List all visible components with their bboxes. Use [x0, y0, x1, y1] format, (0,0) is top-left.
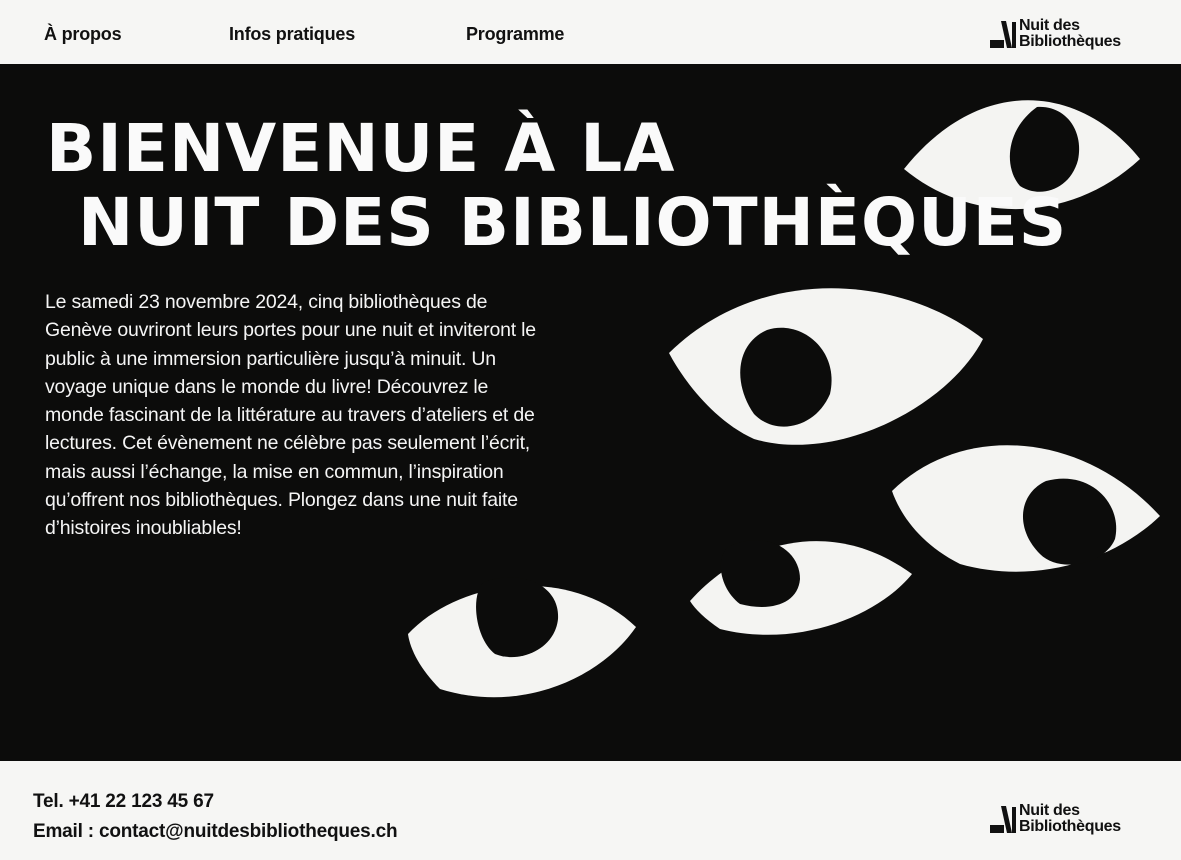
footer-logo[interactable] [990, 803, 1121, 835]
footer [0, 761, 1181, 860]
nav-link-programme[interactable]: Programme [466, 24, 565, 44]
logo-wordmark [1019, 18, 1121, 50]
nav-link-a-propos[interactable]: À propos [44, 24, 122, 44]
eye-icon [892, 445, 1160, 571]
hero-description: Le samedi 23 novembre 2024, cinq bibliothèques de Genève ouvriront leurs portes pour une nuit et inviteront le public à une immersion particulière jusqu’à minuit. Un voyage unique dans le monde du livre! Découvrez le monde fascinant de la littérature au travers d’ateliers et de lectures. Cet évènement ne célèbre pas seulement l’écrit, mais aussi l’échange, la mise en commun, l’inspiration qu’offrent nos bibliothèques. Plongez dans une nuit faite d’histoires inoubliables! [45, 291, 536, 540]
nav-link-infos-pratiques[interactable]: Infos pratiques [229, 24, 356, 44]
header-logo[interactable] [990, 18, 1121, 50]
hero-title-line-2: NUIT DES BIBLIOTHÈQUES [78, 184, 1068, 261]
footer-email[interactable]: Email : contact@nuitdesbibliotheques.ch [33, 821, 398, 842]
logo-wordmark [1019, 803, 1121, 835]
eye-icon [690, 540, 912, 635]
footer-phone[interactable]: Tel. +41 22 123 45 67 [33, 791, 214, 812]
top-navigation [0, 0, 1181, 64]
book-stack-icon [990, 19, 1018, 49]
logo-line-2: Bibliothèques [1019, 33, 1121, 50]
logo-line-1: Nuit des [1019, 802, 1080, 819]
hero-title-line-1: BIENVENUE À LA [46, 110, 676, 187]
logo-line-1: Nuit des [1019, 17, 1080, 34]
book-stack-icon [990, 804, 1018, 834]
logo-line-2: Bibliothèques [1019, 818, 1121, 835]
eye-icon [669, 288, 983, 445]
eye-icon [408, 577, 636, 697]
hero-title [46, 112, 1067, 260]
hero-section [0, 64, 1181, 761]
